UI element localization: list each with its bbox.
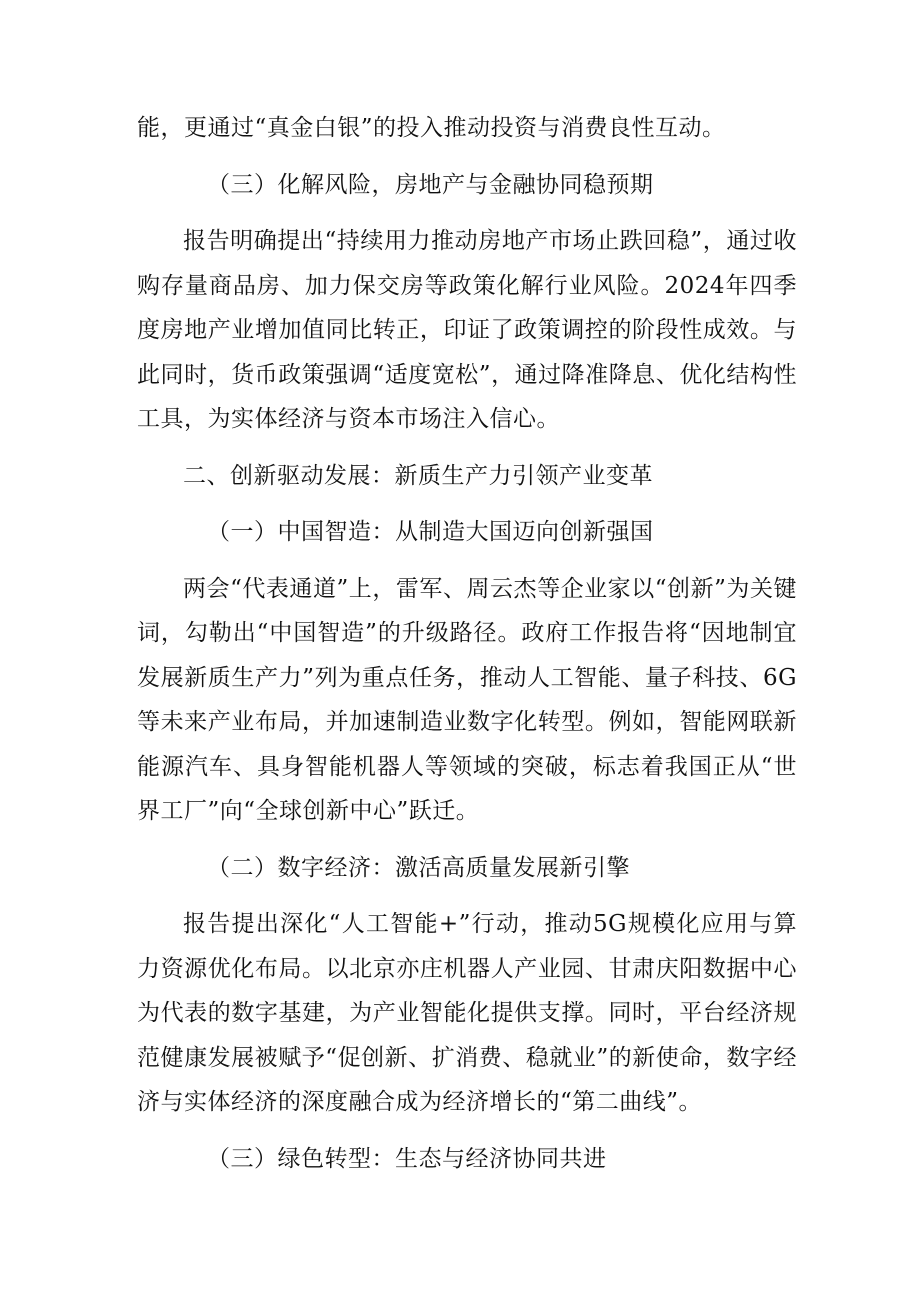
- document-body: [137, 106, 797, 1181]
- paragraph-real-estate-finance: 报告明确提出“持续用力推动房地产市场止跌回稳”，通过收购存量商品房、加力保交房等政策化解行业风险。2024年四季度房地产业增加值同比转正，印证了政策调控的阶段性成效。与此同时，货币政策强调“适度宽松”，通过降准降息、优化结构性工具，为实体经济与资本市场注入信心。: [137, 228, 797, 432]
- subheading-green-transition: （三）绿色转型：生态与经济协同共进: [207, 1145, 607, 1172]
- section-heading-innovation: 二、创新驱动发展：新质生产力引领产业变革: [183, 462, 653, 489]
- subheading-defuse-risks: （三）化解风险，房地产与金融协同稳预期: [207, 171, 654, 198]
- paragraph-digital-economy: 报告提出深化“人工智能+”行动，推动5G规模化应用与算力资源优化布局。以北京亦庄机器人产业园、甘肃庆阳数据中心为代表的数字基建，为产业智能化提供支撑。同时，平台经济规范健康发展被赋予“促创新、扩消费、稳就业”的新使命，数字经济与实体经济的深度融合成为经济增长的“第二曲线”。: [137, 911, 797, 1115]
- subheading-china-smart-manufacturing: （一）中国智造：从制造大国迈向创新强国: [207, 519, 654, 545]
- paragraph-continuation: 能，更通过“真金白银”的投入推动投资与消费良性互动。: [137, 115, 726, 141]
- subheading-digital-economy: （二）数字经济：激活高质量发展新引擎: [207, 854, 630, 881]
- paragraph-smart-manufacturing: 两会“代表通道”上，雷军、周云杰等企业家以“创新”为关键词，勾勒出“中国智造”的升级路径。政府工作报告将“因地制宜发展新质生产力”列为重点任务，推动人工智能、量子科技、6G等未来产业布局，并加速制造业数字化转型。例如，智能网联新能源汽车、具身智能机器人等领域的突破，标志着我国正从“世界工厂”向“全球创新中心”跃迁。: [137, 575, 797, 824]
